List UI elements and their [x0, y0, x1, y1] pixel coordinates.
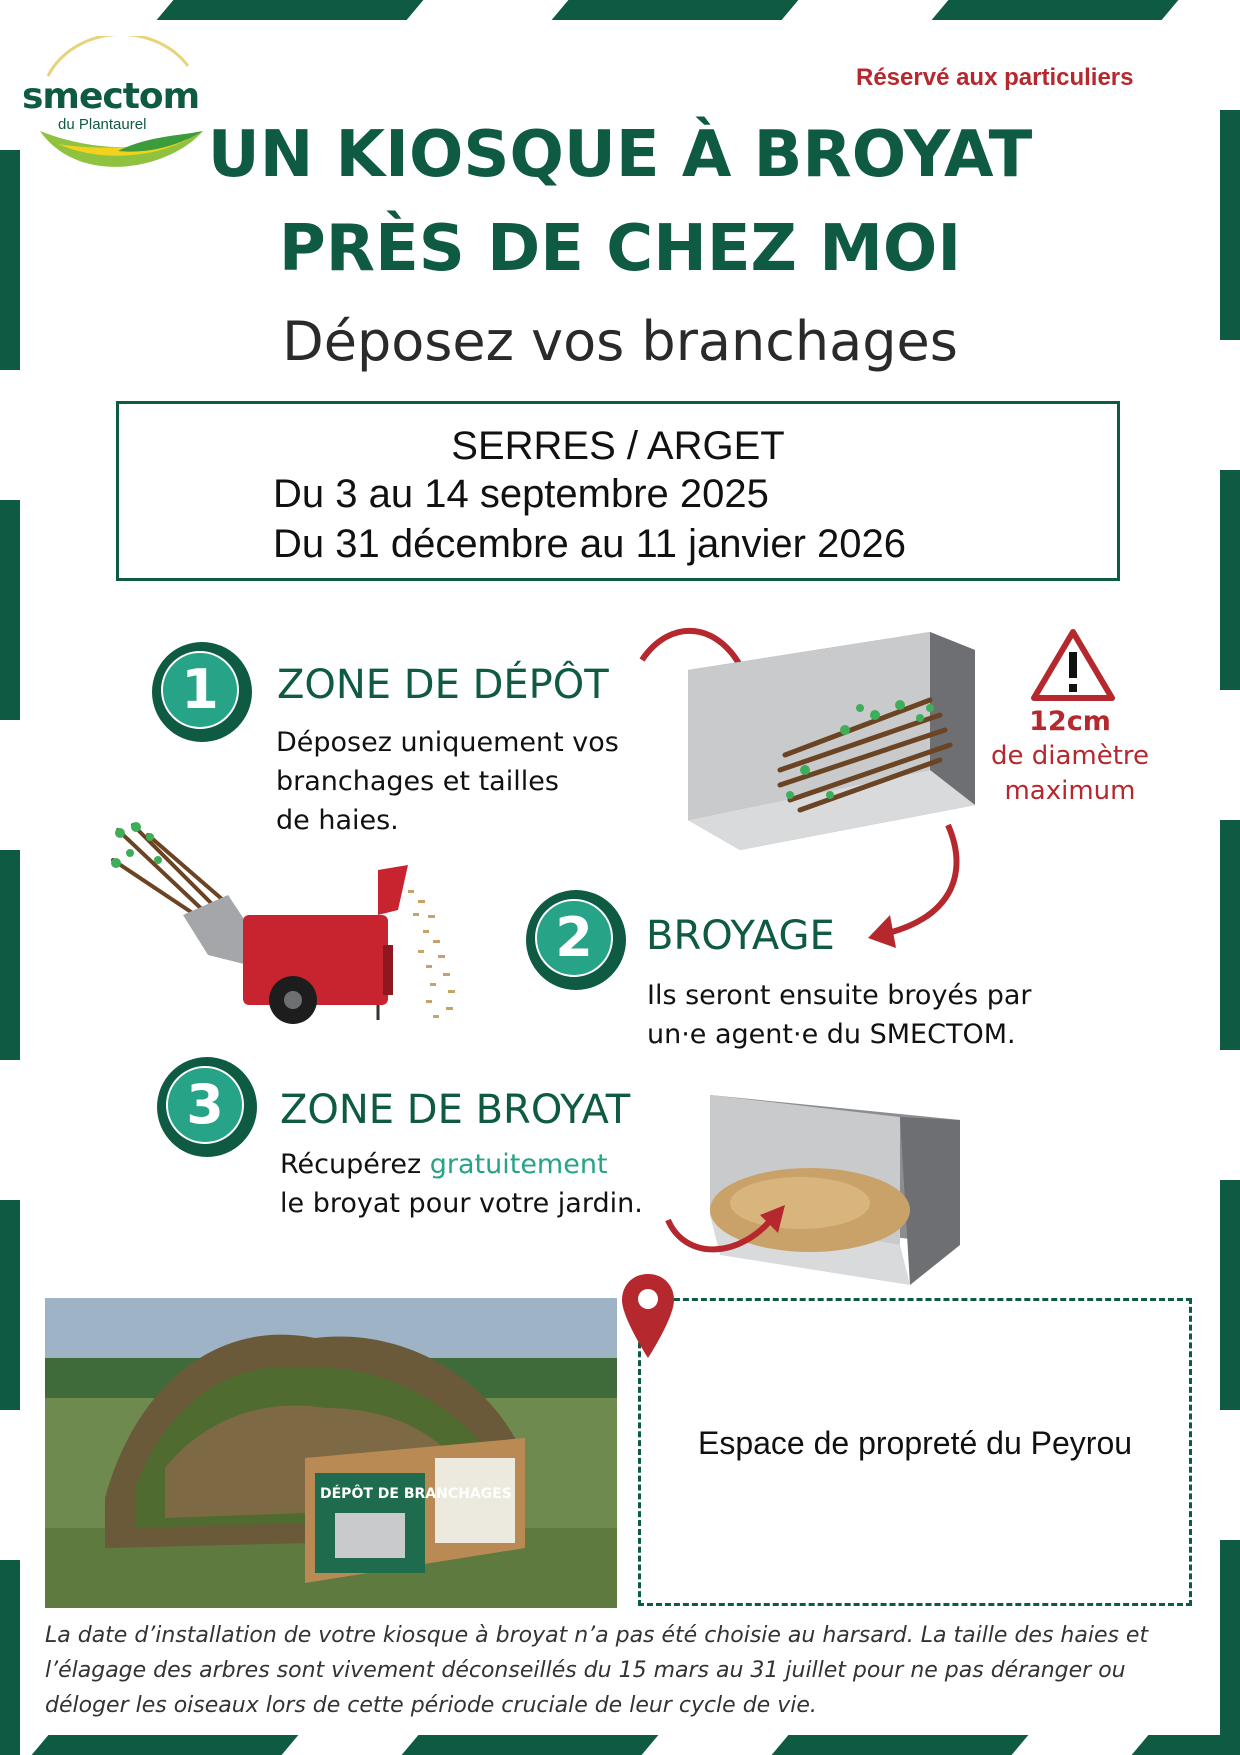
border-stripe — [1220, 470, 1240, 690]
dates-line-1: Du 3 au 14 septembre 2025 — [273, 472, 769, 516]
border-stripe — [1220, 820, 1240, 1050]
logo-subtitle: du Plantaurel — [58, 116, 147, 133]
step-3-text-line-2: le broyat pour votre jardin. — [280, 1188, 643, 1219]
step-3-title: ZONE DE BROYAT — [280, 1087, 631, 1133]
step-2-title: BROYAGE — [646, 913, 835, 959]
warning-size: 12cm — [1029, 706, 1111, 737]
location-name: Espace de propreté du Peyrou — [697, 1425, 1133, 1461]
map-pin-icon — [620, 1272, 676, 1360]
step-2-badge — [526, 890, 626, 990]
location-box — [638, 1298, 1192, 1606]
title-line-1: UN KIOSQUE À BROYAT — [207, 118, 1033, 192]
border-stripe — [0, 500, 20, 720]
warning-triangle-icon — [1030, 628, 1116, 702]
footnote: La date d’installation de votre kiosque à broyat n’a pas été choisie au harsard. La taille des haies et l’élagage des arbres sont vivement déconseillés du 15 mars au 31 juillet pour ne pas déranger ou déloger les oiseaux lors de cette période cruciale de leur cycle de vie. — [45, 1623, 1149, 1718]
step-3-badge — [157, 1057, 257, 1157]
border-stripe — [932, 0, 1179, 20]
border-stripe — [1220, 1540, 1240, 1755]
step-1-title: ZONE DE DÉPÔT — [277, 662, 609, 708]
subtitle: Déposez vos branchages — [282, 310, 958, 373]
border-stripe — [772, 1735, 1029, 1755]
step-1-badge — [152, 642, 252, 742]
dates-city: SERRES / ARGET — [451, 424, 785, 468]
dates-box — [116, 401, 1120, 581]
warning-line: maximum — [1004, 776, 1136, 806]
warning-text — [970, 704, 1170, 809]
border-stripe — [0, 1200, 20, 1410]
photo-sign-text: DÉPÔT DE BRANCHAGES — [320, 1486, 512, 1502]
border-stripe — [552, 0, 799, 20]
border-stripe — [1220, 1180, 1240, 1410]
reserved-notice: Réservé aux particuliers — [856, 64, 1134, 91]
step-2-number: 2 — [535, 899, 613, 977]
kiosk-photo — [45, 1298, 617, 1608]
logo-name: smectom — [22, 76, 200, 117]
shredder-illustration — [108, 815, 518, 1030]
step-3-text-highlight: gratuitement — [429, 1149, 608, 1180]
warning-line: de diamètre — [990, 741, 1150, 771]
border-stripe — [0, 850, 20, 1060]
border-stripe — [0, 1560, 20, 1755]
step-1-number: 1 — [161, 651, 239, 729]
title-line-2: PRÈS DE CHEZ MOI — [278, 212, 962, 286]
step-2-text — [647, 976, 1097, 1054]
step-3-text-line-1 — [280, 1145, 643, 1184]
step-1-text-line: de haies. — [276, 805, 399, 836]
step-1-text-line: branchages et tailles — [276, 766, 559, 797]
step-2-text-line: Ils seront ensuite broyés par — [647, 980, 1032, 1011]
border-stripe — [157, 0, 424, 20]
step-1-text-line: Déposez uniquement vos — [276, 727, 619, 758]
step-3-number: 3 — [166, 1066, 244, 1144]
border-stripe — [402, 1735, 659, 1755]
step-2-text-line: un·e agent·e du SMECTOM. — [647, 1019, 1016, 1050]
step-3-text — [280, 1145, 643, 1223]
step-3-text-prefix: Récupérez — [280, 1149, 430, 1180]
dates-line-2: Du 31 décembre au 11 janvier 2026 — [273, 522, 907, 566]
mulch-bin-illustration — [660, 1085, 970, 1290]
arrow-to-step-2 — [860, 820, 970, 950]
kiosk-photo-image — [45, 1298, 617, 1608]
border-stripe — [32, 1735, 299, 1755]
border-stripe — [1132, 1735, 1240, 1755]
